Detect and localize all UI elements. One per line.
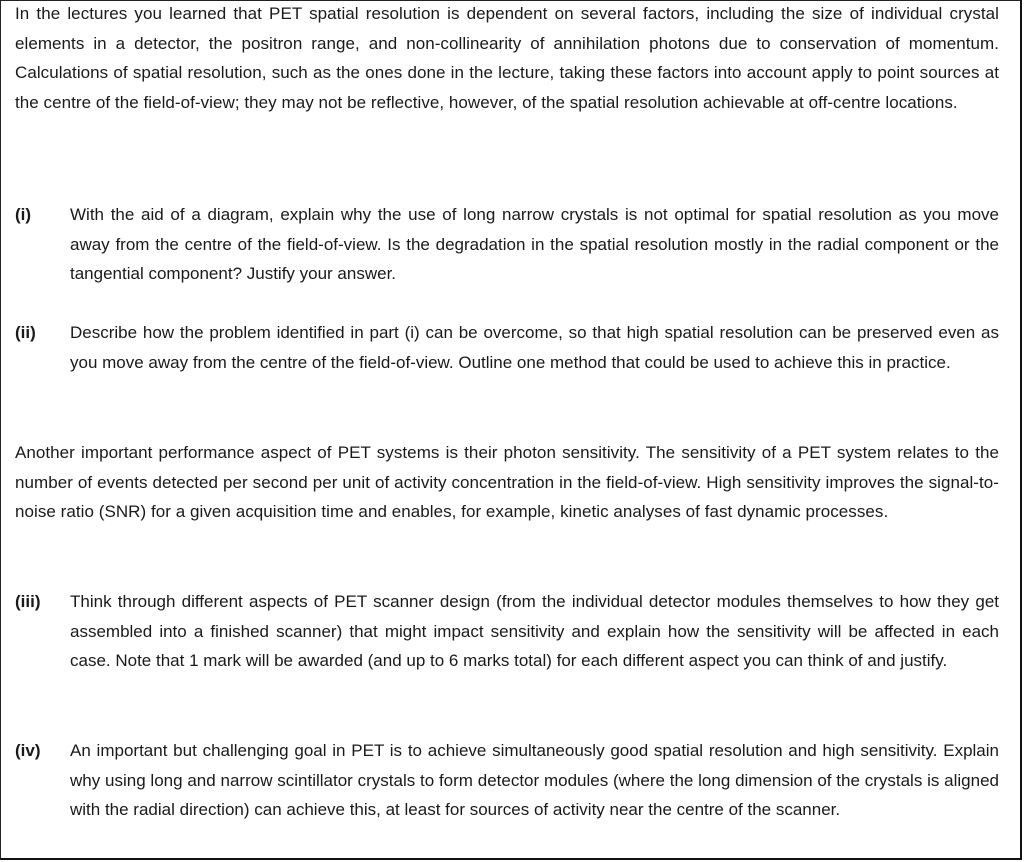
question-number: (iii)	[15, 592, 41, 611]
question-text: An important but challenging goal in PET is to achieve simultaneously good spatial resolution and high sensitivity. Explain why using long and narrow scintillator crystals to form detector modules (where the long dimension of the crystals is aligned with the radial direction) can achieve this, at least for sources of activity near the centre of the scanner.	[70, 741, 999, 820]
question-number: (ii)	[15, 323, 36, 342]
intro-paragraph-sensitivity: Another important performance aspect of PET systems is their photon sensitivity. The sensitivity of a PET system relates to the number of events detected per second per unit of activity concentration in the field-of-view. High sensitivity improves the signal-to-noise ratio (SNR) for a given acquisition time and enables, for example, kinetic analyses of fast dynamic processes.	[15, 443, 999, 522]
question-number: (iv)	[15, 741, 41, 760]
question-text: With the aid of a diagram, explain why the use of long narrow crystals is not optimal for spatial resolution as you move away from the centre of the field-of-view. Is the degradation in the spatial resolution mostly in the radial component or the tangential component? Justify your answer.	[70, 205, 999, 284]
intro-paragraph-resolution: In the lectures you learned that PET spatial resolution is dependent on several factors, including the size of individual crystal elements in a detector, the positron range, and non-collinearity of annihilation photons due to conservation of momentum. Calculations of spatial resolution, such as the ones done in the lecture, taking these factors into account apply to point sources at the centre of the field-of-view; they may not be reflective, however, of the spatial resolution achievable at off-centre locations.	[15, 4, 999, 112]
question-text: Describe how the problem identified in part (i) can be overcome, so that high spatial resolution can be preserved even as you move away from the centre of the field-of-view. Outline one method that could be used to achieve this in practice.	[70, 323, 999, 372]
question-number: (i)	[15, 205, 32, 224]
question-text: Think through different aspects of PET scanner design (from the individual detector modules themselves to how they get assembled into a finished scanner) that might impact sensitivity and explain how the sensitivity will be affected in each case. Note that 1 mark will be awarded (and up to 6 marks total) for each different aspect you can think of and justify.	[70, 592, 999, 671]
